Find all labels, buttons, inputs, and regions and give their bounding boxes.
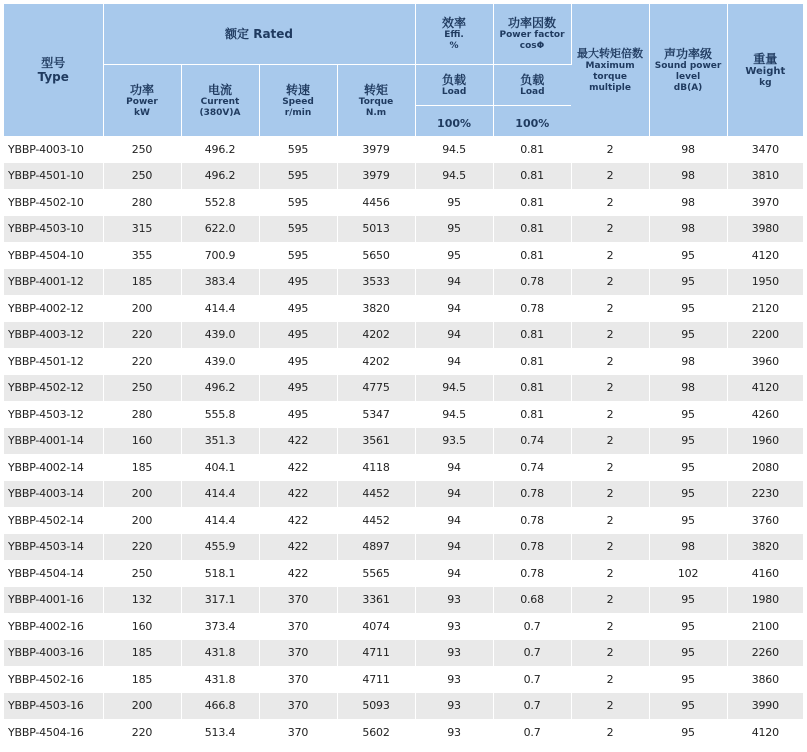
cell-sound-power: 98 bbox=[649, 348, 727, 375]
cell-model: YBBP-4503-10 bbox=[4, 216, 103, 243]
cell-power: 132 bbox=[103, 587, 181, 614]
cell-model: YBBP-4504-14 bbox=[4, 560, 103, 587]
cell-speed: 370 bbox=[259, 719, 337, 746]
cell-max-torque: 2 bbox=[571, 693, 649, 720]
cell-weight: 4120 bbox=[727, 375, 803, 402]
cell-sound-power: 95 bbox=[649, 295, 727, 322]
table-row bbox=[4, 560, 803, 587]
cell-current: 622.0 bbox=[181, 216, 259, 243]
cell-weight: 3470 bbox=[727, 136, 803, 163]
cell-model: YBBP-4502-16 bbox=[4, 666, 103, 693]
cell-max-torque: 2 bbox=[571, 163, 649, 190]
header-pf-load: 负载 Load bbox=[493, 65, 571, 106]
cell-max-torque: 2 bbox=[571, 666, 649, 693]
cell-sound-power: 98 bbox=[649, 375, 727, 402]
cell-power-factor: 0.81 bbox=[493, 375, 571, 402]
cell-power-factor: 0.7 bbox=[493, 693, 571, 720]
cell-speed: 422 bbox=[259, 534, 337, 561]
cell-speed: 495 bbox=[259, 269, 337, 296]
cell-weight: 4120 bbox=[727, 242, 803, 269]
cell-power-factor: 0.7 bbox=[493, 719, 571, 746]
cell-max-torque: 2 bbox=[571, 587, 649, 614]
cell-sound-power: 98 bbox=[649, 534, 727, 561]
cell-model: YBBP-4501-10 bbox=[4, 163, 103, 190]
cell-power-factor: 0.74 bbox=[493, 454, 571, 481]
cell-power: 280 bbox=[103, 401, 181, 428]
cell-current: 496.2 bbox=[181, 375, 259, 402]
table-row bbox=[4, 295, 803, 322]
cell-torque: 4074 bbox=[337, 613, 415, 640]
header-max-torque: 最大转矩倍数 Maximum torque multiple bbox=[571, 4, 649, 136]
table-row bbox=[4, 348, 803, 375]
cell-speed: 422 bbox=[259, 481, 337, 508]
cell-efficiency: 94.5 bbox=[415, 136, 493, 163]
header-eff-100: 100% bbox=[415, 106, 493, 137]
cell-max-torque: 2 bbox=[571, 560, 649, 587]
cell-speed: 422 bbox=[259, 454, 337, 481]
cell-power-factor: 0.81 bbox=[493, 322, 571, 349]
cell-speed: 370 bbox=[259, 666, 337, 693]
cell-power: 250 bbox=[103, 136, 181, 163]
cell-weight: 3810 bbox=[727, 163, 803, 190]
cell-power-factor: 0.78 bbox=[493, 481, 571, 508]
cell-efficiency: 94 bbox=[415, 534, 493, 561]
cell-weight: 3960 bbox=[727, 348, 803, 375]
header-power: 功率 Power kW bbox=[103, 65, 181, 137]
cell-speed: 495 bbox=[259, 401, 337, 428]
cell-weight: 1950 bbox=[727, 269, 803, 296]
cell-speed: 495 bbox=[259, 348, 337, 375]
cell-power-factor: 0.81 bbox=[493, 401, 571, 428]
cell-power: 250 bbox=[103, 375, 181, 402]
cell-max-torque: 2 bbox=[571, 242, 649, 269]
cell-weight: 3990 bbox=[727, 693, 803, 720]
cell-weight: 3820 bbox=[727, 534, 803, 561]
cell-max-torque: 2 bbox=[571, 534, 649, 561]
cell-sound-power: 95 bbox=[649, 719, 727, 746]
cell-torque: 4452 bbox=[337, 481, 415, 508]
cell-efficiency: 94 bbox=[415, 507, 493, 534]
cell-weight: 3980 bbox=[727, 216, 803, 243]
cell-efficiency: 93.5 bbox=[415, 428, 493, 455]
cell-power: 185 bbox=[103, 269, 181, 296]
cell-power: 280 bbox=[103, 189, 181, 216]
cell-power-factor: 0.7 bbox=[493, 666, 571, 693]
table-row bbox=[4, 375, 803, 402]
header-weight: 重量 Weight kg bbox=[727, 4, 803, 136]
cell-sound-power: 95 bbox=[649, 640, 727, 667]
cell-weight: 2100 bbox=[727, 613, 803, 640]
cell-current: 414.4 bbox=[181, 507, 259, 534]
cell-power-factor: 0.78 bbox=[493, 269, 571, 296]
cell-power: 185 bbox=[103, 454, 181, 481]
cell-efficiency: 95 bbox=[415, 242, 493, 269]
table-row bbox=[4, 613, 803, 640]
table-row bbox=[4, 322, 803, 349]
cell-efficiency: 94.5 bbox=[415, 401, 493, 428]
cell-power-factor: 0.81 bbox=[493, 189, 571, 216]
cell-model: YBBP-4002-16 bbox=[4, 613, 103, 640]
cell-torque: 5650 bbox=[337, 242, 415, 269]
cell-sound-power: 95 bbox=[649, 428, 727, 455]
cell-weight: 2120 bbox=[727, 295, 803, 322]
cell-efficiency: 94 bbox=[415, 454, 493, 481]
cell-sound-power: 98 bbox=[649, 189, 727, 216]
cell-model: YBBP-4003-12 bbox=[4, 322, 103, 349]
table-row bbox=[4, 216, 803, 243]
cell-sound-power: 95 bbox=[649, 587, 727, 614]
cell-torque: 4118 bbox=[337, 454, 415, 481]
cell-weight: 2230 bbox=[727, 481, 803, 508]
cell-power: 185 bbox=[103, 666, 181, 693]
cell-max-torque: 2 bbox=[571, 322, 649, 349]
table-row bbox=[4, 587, 803, 614]
cell-max-torque: 2 bbox=[571, 295, 649, 322]
cell-power-factor: 0.7 bbox=[493, 640, 571, 667]
cell-current: 700.9 bbox=[181, 242, 259, 269]
cell-power-factor: 0.81 bbox=[493, 348, 571, 375]
cell-power-factor: 0.74 bbox=[493, 428, 571, 455]
cell-model: YBBP-4502-12 bbox=[4, 375, 103, 402]
cell-efficiency: 94.5 bbox=[415, 163, 493, 190]
cell-speed: 422 bbox=[259, 428, 337, 455]
cell-efficiency: 95 bbox=[415, 216, 493, 243]
cell-max-torque: 2 bbox=[571, 481, 649, 508]
cell-current: 439.0 bbox=[181, 348, 259, 375]
cell-current: 317.1 bbox=[181, 587, 259, 614]
cell-max-torque: 2 bbox=[571, 216, 649, 243]
cell-weight: 2260 bbox=[727, 640, 803, 667]
cell-current: 496.2 bbox=[181, 136, 259, 163]
cell-max-torque: 2 bbox=[571, 136, 649, 163]
cell-speed: 370 bbox=[259, 613, 337, 640]
cell-efficiency: 93 bbox=[415, 587, 493, 614]
cell-power-factor: 0.78 bbox=[493, 534, 571, 561]
header-speed: 转速 Speed r/min bbox=[259, 65, 337, 137]
cell-power: 355 bbox=[103, 242, 181, 269]
cell-weight: 1960 bbox=[727, 428, 803, 455]
motor-spec-table bbox=[4, 4, 803, 746]
cell-sound-power: 95 bbox=[649, 242, 727, 269]
cell-current: 351.3 bbox=[181, 428, 259, 455]
cell-power-factor: 0.7 bbox=[493, 613, 571, 640]
cell-power-factor: 0.81 bbox=[493, 163, 571, 190]
cell-weight: 1980 bbox=[727, 587, 803, 614]
cell-sound-power: 102 bbox=[649, 560, 727, 587]
cell-max-torque: 2 bbox=[571, 375, 649, 402]
table-row bbox=[4, 454, 803, 481]
cell-speed: 370 bbox=[259, 587, 337, 614]
cell-torque: 4202 bbox=[337, 322, 415, 349]
cell-sound-power: 98 bbox=[649, 216, 727, 243]
cell-max-torque: 2 bbox=[571, 719, 649, 746]
cell-torque: 4452 bbox=[337, 507, 415, 534]
cell-speed: 495 bbox=[259, 322, 337, 349]
header-power-factor: 功率因数 Power factor cosΦ bbox=[493, 4, 571, 65]
cell-speed: 422 bbox=[259, 560, 337, 587]
cell-efficiency: 94 bbox=[415, 560, 493, 587]
cell-power: 250 bbox=[103, 560, 181, 587]
cell-power: 200 bbox=[103, 481, 181, 508]
cell-power-factor: 0.81 bbox=[493, 216, 571, 243]
cell-max-torque: 2 bbox=[571, 428, 649, 455]
cell-current: 513.4 bbox=[181, 719, 259, 746]
table-row bbox=[4, 163, 803, 190]
cell-sound-power: 95 bbox=[649, 507, 727, 534]
cell-efficiency: 95 bbox=[415, 189, 493, 216]
cell-efficiency: 93 bbox=[415, 719, 493, 746]
header-efficiency: 效率 Effi. % bbox=[415, 4, 493, 65]
cell-weight: 3970 bbox=[727, 189, 803, 216]
cell-max-torque: 2 bbox=[571, 269, 649, 296]
cell-weight: 4120 bbox=[727, 719, 803, 746]
cell-sound-power: 95 bbox=[649, 269, 727, 296]
cell-max-torque: 2 bbox=[571, 613, 649, 640]
table-row bbox=[4, 693, 803, 720]
cell-sound-power: 98 bbox=[649, 163, 727, 190]
cell-speed: 370 bbox=[259, 640, 337, 667]
cell-sound-power: 98 bbox=[649, 136, 727, 163]
table-row bbox=[4, 428, 803, 455]
cell-sound-power: 95 bbox=[649, 322, 727, 349]
table-row bbox=[4, 534, 803, 561]
cell-power-factor: 0.81 bbox=[493, 136, 571, 163]
table-row bbox=[4, 666, 803, 693]
cell-efficiency: 93 bbox=[415, 666, 493, 693]
cell-sound-power: 95 bbox=[649, 666, 727, 693]
cell-efficiency: 94 bbox=[415, 322, 493, 349]
cell-efficiency: 93 bbox=[415, 613, 493, 640]
cell-torque: 4897 bbox=[337, 534, 415, 561]
cell-power: 200 bbox=[103, 693, 181, 720]
cell-model: YBBP-4003-10 bbox=[4, 136, 103, 163]
cell-torque: 3561 bbox=[337, 428, 415, 455]
cell-sound-power: 95 bbox=[649, 454, 727, 481]
cell-power: 250 bbox=[103, 163, 181, 190]
cell-torque: 3533 bbox=[337, 269, 415, 296]
cell-current: 414.4 bbox=[181, 481, 259, 508]
cell-weight: 2200 bbox=[727, 322, 803, 349]
cell-torque: 4456 bbox=[337, 189, 415, 216]
cell-model: YBBP-4001-12 bbox=[4, 269, 103, 296]
table-row bbox=[4, 481, 803, 508]
cell-efficiency: 94 bbox=[415, 269, 493, 296]
table-row bbox=[4, 640, 803, 667]
cell-model: YBBP-4503-16 bbox=[4, 693, 103, 720]
cell-torque: 5093 bbox=[337, 693, 415, 720]
table-row bbox=[4, 242, 803, 269]
cell-efficiency: 94 bbox=[415, 348, 493, 375]
cell-weight: 3760 bbox=[727, 507, 803, 534]
cell-model: YBBP-4003-14 bbox=[4, 481, 103, 508]
cell-model: YBBP-4501-12 bbox=[4, 348, 103, 375]
cell-torque: 3361 bbox=[337, 587, 415, 614]
cell-current: 518.1 bbox=[181, 560, 259, 587]
cell-power: 185 bbox=[103, 640, 181, 667]
header-sound-power: 声功率级 Sound power level dB(A) bbox=[649, 4, 727, 136]
cell-power-factor: 0.68 bbox=[493, 587, 571, 614]
table-row bbox=[4, 401, 803, 428]
header-torque: 转矩 Torque N.m bbox=[337, 65, 415, 137]
header-current: 电流 Current (380V)A bbox=[181, 65, 259, 137]
cell-speed: 595 bbox=[259, 216, 337, 243]
cell-speed: 595 bbox=[259, 136, 337, 163]
header-type: 型号 Type bbox=[4, 4, 103, 136]
cell-current: 383.4 bbox=[181, 269, 259, 296]
cell-speed: 495 bbox=[259, 375, 337, 402]
cell-power: 160 bbox=[103, 613, 181, 640]
table-row bbox=[4, 136, 803, 163]
cell-efficiency: 93 bbox=[415, 640, 493, 667]
cell-speed: 595 bbox=[259, 163, 337, 190]
cell-max-torque: 2 bbox=[571, 454, 649, 481]
cell-current: 552.8 bbox=[181, 189, 259, 216]
cell-efficiency: 94 bbox=[415, 295, 493, 322]
cell-weight: 3860 bbox=[727, 666, 803, 693]
cell-power: 220 bbox=[103, 534, 181, 561]
cell-torque: 5013 bbox=[337, 216, 415, 243]
table-row bbox=[4, 189, 803, 216]
table-header bbox=[4, 4, 803, 136]
cell-current: 431.8 bbox=[181, 666, 259, 693]
cell-efficiency: 94.5 bbox=[415, 375, 493, 402]
cell-torque: 4711 bbox=[337, 640, 415, 667]
cell-torque: 5347 bbox=[337, 401, 415, 428]
cell-sound-power: 95 bbox=[649, 481, 727, 508]
cell-weight: 2080 bbox=[727, 454, 803, 481]
cell-model: YBBP-4002-14 bbox=[4, 454, 103, 481]
cell-power-factor: 0.78 bbox=[493, 560, 571, 587]
cell-current: 414.4 bbox=[181, 295, 259, 322]
cell-current: 439.0 bbox=[181, 322, 259, 349]
cell-torque: 3979 bbox=[337, 136, 415, 163]
cell-model: YBBP-4503-12 bbox=[4, 401, 103, 428]
cell-torque: 4202 bbox=[337, 348, 415, 375]
header-pf-100: 100% bbox=[493, 106, 571, 137]
cell-torque: 4775 bbox=[337, 375, 415, 402]
cell-max-torque: 2 bbox=[571, 348, 649, 375]
table-row bbox=[4, 269, 803, 296]
cell-model: YBBP-4003-16 bbox=[4, 640, 103, 667]
cell-speed: 422 bbox=[259, 507, 337, 534]
cell-torque: 3979 bbox=[337, 163, 415, 190]
cell-current: 373.4 bbox=[181, 613, 259, 640]
cell-efficiency: 93 bbox=[415, 693, 493, 720]
cell-model: YBBP-4502-10 bbox=[4, 189, 103, 216]
cell-power: 200 bbox=[103, 507, 181, 534]
cell-max-torque: 2 bbox=[571, 640, 649, 667]
table-body bbox=[4, 136, 803, 746]
cell-model: YBBP-4503-14 bbox=[4, 534, 103, 561]
cell-torque: 5565 bbox=[337, 560, 415, 587]
header-eff-load: 负载 Load bbox=[415, 65, 493, 106]
cell-speed: 495 bbox=[259, 295, 337, 322]
cell-model: YBBP-4001-14 bbox=[4, 428, 103, 455]
cell-current: 496.2 bbox=[181, 163, 259, 190]
cell-torque: 4711 bbox=[337, 666, 415, 693]
cell-sound-power: 95 bbox=[649, 693, 727, 720]
cell-power: 220 bbox=[103, 348, 181, 375]
cell-efficiency: 94 bbox=[415, 481, 493, 508]
cell-weight: 4260 bbox=[727, 401, 803, 428]
cell-power: 220 bbox=[103, 719, 181, 746]
cell-speed: 595 bbox=[259, 189, 337, 216]
cell-torque: 3820 bbox=[337, 295, 415, 322]
cell-power: 160 bbox=[103, 428, 181, 455]
cell-torque: 5602 bbox=[337, 719, 415, 746]
cell-speed: 595 bbox=[259, 242, 337, 269]
cell-power-factor: 0.81 bbox=[493, 242, 571, 269]
cell-max-torque: 2 bbox=[571, 189, 649, 216]
table-row bbox=[4, 507, 803, 534]
cell-sound-power: 95 bbox=[649, 613, 727, 640]
cell-speed: 370 bbox=[259, 693, 337, 720]
cell-model: YBBP-4504-10 bbox=[4, 242, 103, 269]
cell-power: 200 bbox=[103, 295, 181, 322]
cell-sound-power: 95 bbox=[649, 401, 727, 428]
cell-power-factor: 0.78 bbox=[493, 295, 571, 322]
cell-max-torque: 2 bbox=[571, 507, 649, 534]
cell-power: 220 bbox=[103, 322, 181, 349]
cell-power-factor: 0.78 bbox=[493, 507, 571, 534]
cell-current: 431.8 bbox=[181, 640, 259, 667]
cell-model: YBBP-4002-12 bbox=[4, 295, 103, 322]
cell-model: YBBP-4504-16 bbox=[4, 719, 103, 746]
table-row bbox=[4, 719, 803, 746]
cell-current: 404.1 bbox=[181, 454, 259, 481]
header-rated: 额定 Rated bbox=[103, 4, 415, 65]
cell-current: 466.8 bbox=[181, 693, 259, 720]
cell-max-torque: 2 bbox=[571, 401, 649, 428]
cell-power: 315 bbox=[103, 216, 181, 243]
cell-model: YBBP-4502-14 bbox=[4, 507, 103, 534]
cell-current: 555.8 bbox=[181, 401, 259, 428]
cell-current: 455.9 bbox=[181, 534, 259, 561]
cell-model: YBBP-4001-16 bbox=[4, 587, 103, 614]
cell-weight: 4160 bbox=[727, 560, 803, 587]
